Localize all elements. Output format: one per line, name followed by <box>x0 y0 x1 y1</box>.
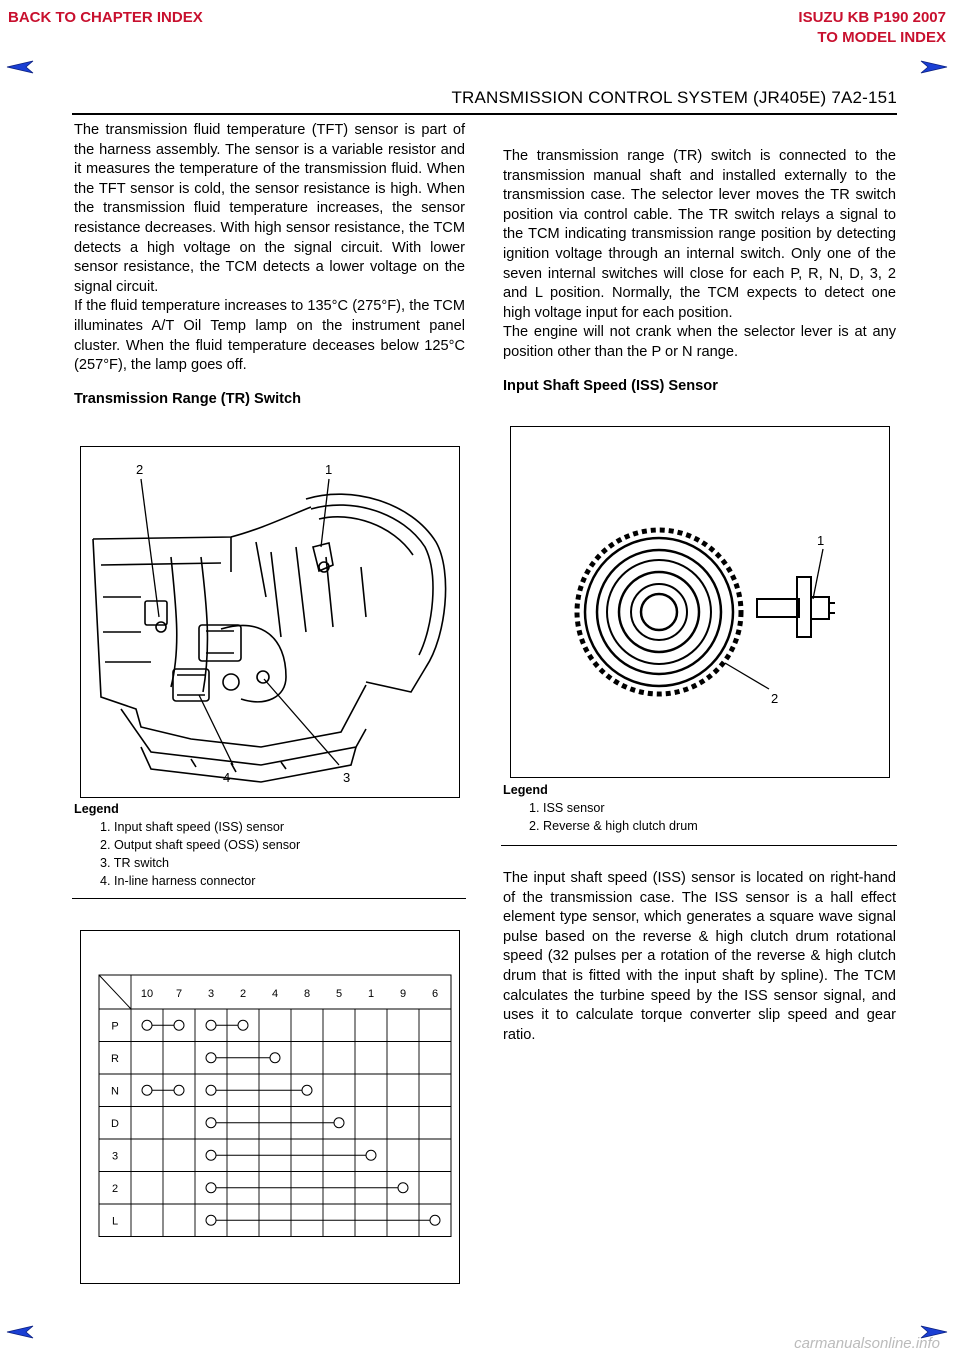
terminal-node <box>366 1150 376 1160</box>
terminal-node <box>302 1085 312 1095</box>
callout-1: 1 <box>325 462 333 477</box>
legend-item: 4. In-line harness connector <box>100 874 256 888</box>
terminal-node <box>206 1183 216 1193</box>
terminal-column-header: 4 <box>271 988 279 1000</box>
footer-watermark: carmanualsonline.info <box>794 1335 940 1352</box>
iss-drawing <box>511 427 889 777</box>
terminal-node <box>206 1085 216 1095</box>
terminal-node <box>142 1020 152 1030</box>
legend-title: Legend <box>503 783 548 797</box>
temperature-paragraph: If the fluid temperature increases to 135°C (275°F), the TCM illuminates A/T Oil Temp lamp on the instrument panel cluster. When the fluid temperature deceases below 125°C (257°F), the lamp goes off. <box>74 298 465 374</box>
iss-callout-1: 1 <box>817 533 825 548</box>
back-to-chapter-index-link[interactable]: BACK TO CHAPTER INDEX <box>8 9 203 26</box>
terminal-column-header: 5 <box>335 988 343 1000</box>
terminal-node <box>270 1053 280 1063</box>
terminal-node <box>174 1085 184 1095</box>
terminal-node <box>206 1118 216 1128</box>
legend-item: 1. ISS sensor <box>529 801 605 815</box>
iss-description <box>503 869 896 1045</box>
terminal-column-header: 2 <box>239 988 247 1000</box>
switch-table <box>81 931 459 1283</box>
legend-title: Legend <box>74 802 119 816</box>
iss-sensor-heading: Input Shaft Speed (ISS) Sensor <box>503 377 718 394</box>
switch-table-figure <box>80 930 460 1284</box>
terminal-node <box>142 1085 152 1095</box>
iss-callout-2: 2 <box>771 691 779 706</box>
terminal-node <box>238 1020 248 1030</box>
terminal-column-header: 8 <box>303 988 311 1000</box>
legend-item: 2. Output shaft speed (OSS) sensor <box>100 838 301 852</box>
range-row-label: P <box>111 1020 119 1033</box>
range-row-label: L <box>111 1215 119 1228</box>
to-model-index-link[interactable]: TO MODEL INDEX <box>817 29 946 46</box>
figure1-legend <box>74 800 300 890</box>
range-row-label: 3 <box>111 1150 119 1163</box>
table-corner-diagonal <box>99 975 131 1009</box>
terminal-column-header: 7 <box>175 988 183 1000</box>
iss-figure <box>510 426 890 778</box>
terminal-node <box>206 1215 216 1225</box>
model-title-link[interactable]: ISUZU KB P190 2007 <box>798 9 946 26</box>
page-header-title: TRANSMISSION CONTROL SYSTEM (JR405E) 7A2-151 <box>451 88 897 107</box>
terminal-node <box>206 1020 216 1030</box>
tr-switch-paragraph: The transmission range (TR) switch is connected to the transmission manual shaft and installed externally to the transmission case. The selector lever moves the TR switch position via control cable. The TR switch relays a signal to the TCM indicating transmission range position by detecting ignition voltage through an internal switch. Only one of the seven internal switches will close for each P, R, N, D, 3, 2 and L position. Normally, the TCM expects to detect one high voltage input for each position. <box>503 148 896 321</box>
terminal-column-header: 6 <box>431 988 439 1000</box>
engine-crank-paragraph: The engine will not crank when the selector lever is at any position other than the P or N range. <box>503 324 896 360</box>
terminal-node <box>206 1150 216 1160</box>
range-row-label: R <box>111 1052 119 1065</box>
right-column <box>503 147 896 396</box>
range-row-label: D <box>111 1117 119 1130</box>
prev-page-arrow-bottom-icon[interactable] <box>6 1325 34 1339</box>
header-rule <box>72 113 897 115</box>
tr-switch-heading: Transmission Range (TR) Switch <box>74 390 302 407</box>
figure2-legend <box>503 781 698 835</box>
legend-item: 3. TR switch <box>100 856 170 870</box>
tft-paragraph: The transmission fluid temperature (TFT) sensor is part of the harness assembly. The sensor is a variable resistor and it measures the temperature of the transmission fluid. When the TFT sensor is cold, the sensor resistance is high. When the transmission fluid temperature increases, the sensor resistance decreases. With high sensor resistance, the TCM detects a high voltage on the signal circuit. With lower sensor resistance, the TCM detects a lower voltage on the signal circuit. <box>74 122 465 295</box>
terminal-node <box>398 1183 408 1193</box>
range-row-label: 2 <box>111 1182 119 1195</box>
terminal-column-header: 9 <box>399 988 407 1000</box>
terminal-column-header: 3 <box>207 988 215 1000</box>
terminal-node <box>206 1053 216 1063</box>
terminal-column-header: 10 <box>140 988 154 1000</box>
terminal-node <box>430 1215 440 1225</box>
left-column <box>74 121 465 409</box>
transmission-figure <box>80 446 460 798</box>
terminal-node <box>334 1118 344 1128</box>
range-row-label: N <box>111 1085 119 1098</box>
callout-3: 3 <box>343 770 351 785</box>
terminal-column-header: 1 <box>367 988 375 1000</box>
table-frame <box>99 975 451 1237</box>
terminal-node <box>174 1020 184 1030</box>
iss-paragraph: The input shaft speed (ISS) sensor is located on right-hand of the transmission case. The ISS sensor is a hall effect element type sensor, which generates a square wave signal pulse based on the reverse & high clutch drum rotational speed (32 pulses per a rotation of the reverse & high clutch drum that is fitted with the input shaft by spline). The TCM calculates the turbine speed by the ISS sensor signal, and uses it to calculate torque converter slip speed and gear ratio. <box>503 870 896 1043</box>
legend-item: 2. Reverse & high clutch drum <box>529 819 698 833</box>
callout-2: 2 <box>136 462 144 477</box>
next-page-arrow-icon[interactable] <box>920 60 948 74</box>
figure2-rule <box>501 845 897 846</box>
transmission-drawing <box>81 447 459 797</box>
figure1-rule <box>72 898 466 899</box>
callout-4: 4 <box>223 770 231 785</box>
prev-page-arrow-icon[interactable] <box>6 60 34 74</box>
legend-item: 1. Input shaft speed (ISS) sensor <box>100 820 285 834</box>
